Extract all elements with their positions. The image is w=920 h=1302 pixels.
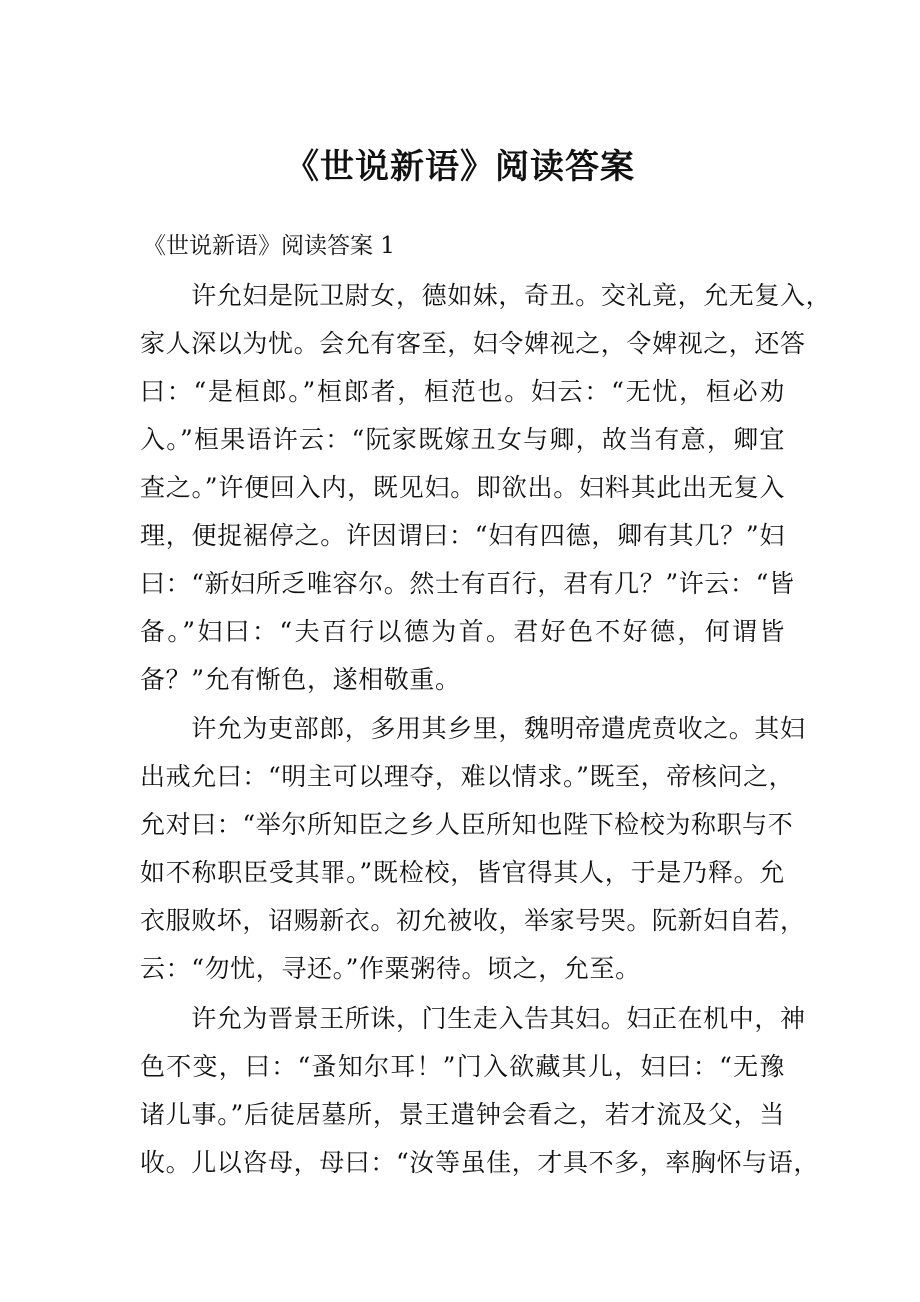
text-line: 备？”允有惭色，遂相敬重。	[140, 665, 461, 694]
text-line: 如不称职臣受其罪。”既检校，皆官得其人，于是乃释。允	[140, 858, 785, 887]
text-line: 许允为吏部郎，多用其乡里，魏明帝遣虎贲收之。其妇	[140, 714, 806, 743]
text-line: 允对曰：“举尔所知臣之乡人臣所知也陛下检校为称职与不	[140, 810, 794, 839]
text-line: 许允为晋景王所诛，门生走入告其妇。妇正在机中，神	[140, 1004, 806, 1033]
text-line: 曰：“新妇所乏唯容尔。然士有百行，君有几？”许云：“皆	[140, 569, 795, 598]
text-line: 曰：“是桓郎。”桓郎者，桓范也。妇云：“无忧，桓必劝	[140, 377, 785, 406]
text-line: 诸儿事。”后徒居墓所，景王遣钟会看之，若才流及父，当	[140, 1100, 785, 1129]
paragraph-text	[140, 705, 806, 993]
text-line: 衣服败坏，诏赐新衣。初允被收，举家号哭。阮新妇自若，	[140, 906, 806, 935]
paragraph-text	[140, 272, 832, 704]
text-line: 收。儿以咨母，母曰：“汝等虽佳，才具不多，率胸怀与语，	[140, 1148, 819, 1177]
document-subtitle: 《世说新语》阅读答案 1	[143, 233, 395, 259]
paragraph-2	[140, 705, 806, 993]
text-line: 入。”桓果语许云：“阮家既嫁丑女与卿，故当有意，卿宜	[140, 425, 785, 454]
text-line: 查之。”许便回入内，既见妇。即欲出。妇料其此出无复入	[140, 473, 785, 502]
text-line: 色不变，曰：“蚤知尔耳！”门入欲藏其儿，妇曰：“无豫	[140, 1052, 785, 1081]
text-line: 备。”妇曰：“夫百行以德为首。君好色不好德，何谓皆	[140, 617, 785, 646]
text-line: 理，便捉裾停之。许因谓曰：“妇有四德，卿有其几？”妇	[140, 521, 785, 550]
paragraph-3	[140, 995, 819, 1187]
text-line: 出戒允曰：“明主可以理夺，难以情求。”既至，帝核问之，	[140, 762, 795, 791]
text-line: 家人深以为忧。会允有客至，妇令婢视之，令婢视之，还答	[140, 329, 806, 358]
paragraph-text	[140, 995, 819, 1187]
text-line: 许允妇是阮卫尉女，德如妹，奇丑。交礼竟，允无复入，	[140, 281, 832, 310]
text-line: 云：“勿忧，寻还。”作粟粥待。顷之，允至。	[140, 954, 641, 983]
paragraph-1	[140, 272, 832, 704]
document-title: 《世说新语》阅读答案	[285, 147, 635, 187]
